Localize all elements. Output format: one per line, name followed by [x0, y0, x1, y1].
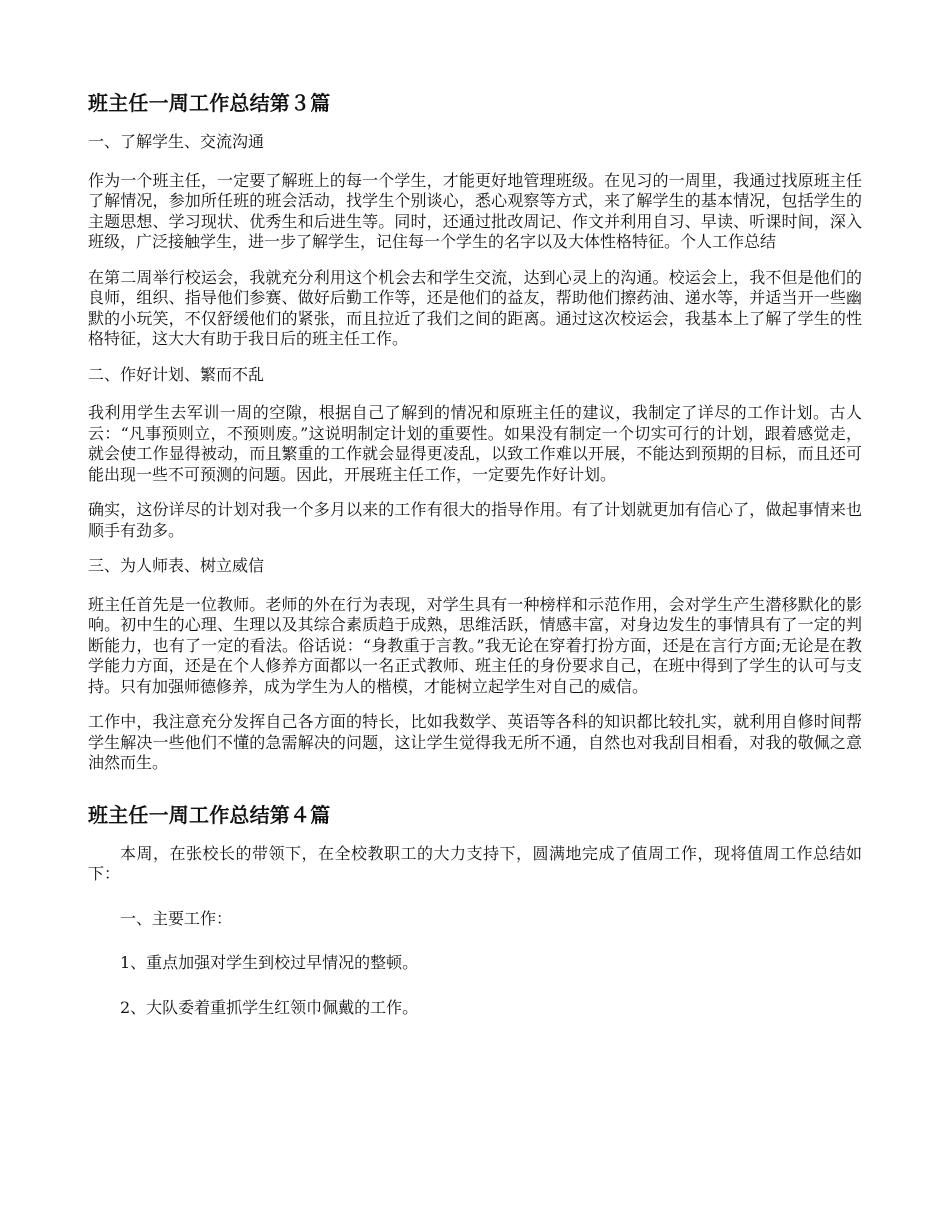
s3-heading-2: 二、作好计划、繁而不乱 [88, 364, 265, 384]
s3-paragraph-4: 确实，这份详尽的计划对我一个多月以来的工作有很大的指导作用。有了计划就更加有信心了，做起事情来也顺手有劲多。 [88, 500, 862, 540]
s4-paragraph-1: 本周，在张校长的带领下，在全校教职工的大力支持下，圆满地完成了值周工作，现将值周工作总结如下： [88, 843, 862, 883]
s3-paragraph-1: 作为一个班主任，一定要了解班上的每一个学生，才能更好地管理班级。在见习的一周里，我通过找原班主任了解情况，参加所任班的班会活动，找学生个别谈心，悉心观察等方式，来了解学生的基本情况，包括学生的主题思想、学习现状、优秀生和后进生等。同时，还通过批改周记、作文并利用自习、早读、听课时间，深入班级，广泛接触学生，进一步了解学生，记住每一个学生的名字以及大体性格特征。个人工作总结 [88, 170, 862, 251]
s4-item-1: 1、重点加强对学生到校过早情况的整顿。 [120, 953, 419, 972]
section-3-title: 班主任一周工作总结第３篇 [88, 91, 331, 115]
document-page [88, 88, 862, 1042]
s3-heading-3: 三、为人师表、树立威信 [88, 556, 265, 575]
s3-paragraph-5: 班主任首先是一位教师。老师的外在行为表现，对学生具有一种榜样和示范作用，会对学生产生潜移默化的影响。初中生的心理、生理以及其综合素质趋于成熟，思维活跃，情感丰富，对身边发生的事情具有了一定的判断能力，也有了一定的看法。俗话说：“身教重于言教。”我无论在穿着打扮方面，还是在言行方面;无论是在教学能力方面，还是在个人修养方面都以一名正式教师、班主任的身份要求自己，在班中得到了学生的认可与支持。只有加强师德修养，成为学生为人的楷模，才能树立起学生对自己的威信。 [88, 594, 862, 696]
s4-item-2: 2、大队委着重抓学生红领巾佩戴的工作。 [120, 997, 419, 1017]
s3-paragraph-3: 我利用学生去军训一周的空隙，根据自己了解到的情况和原班主任的建议，我制定了详尽的工作计划。古人云：“凡事预则立，不预则废。”这说明制定计划的重要性。如果没有制定一个切实可行的计划，跟着感觉走，就会使工作显得被动，而且繁重的工作就会显得更凌乱，以致工作难以开展，不能达到预期的目标，而且还可能出现一些不可预测的问题。因此，开展班主任工作，一定要先作好计划。 [88, 403, 862, 484]
section-4-title: 班主任一周工作总结第４篇 [88, 802, 331, 827]
s3-paragraph-6: 工作中，我注意充分发挥自己各方面的特长，比如我数学、英语等各科的知识都比较扎实，就利用自修时间帮学生解决一些他们不懂的急需解决的问题，这让学生觉得我无所不通，自然也对我刮目相看，对我的敬佩之意油然而生。 [88, 712, 862, 772]
s4-heading-1: 一、主要工作： [120, 908, 233, 928]
s3-paragraph-2: 在第二周举行校运会，我就充分利用这个机会去和学生交流，达到心灵上的沟通。校运会上，我不但是他们的良师，组织、指导他们参赛、做好后勤工作等，还是他们的益友，帮助他们擦药油、递水等，并适当开一些幽默的小玩笑，不仅舒缓他们的紧张，而且拉近了我们之间的距离。通过这次校运会，我基本上了解了学生的性格特征，这大大有助于我日后的班主任工作。 [88, 267, 862, 348]
s3-heading-1: 一、了解学生、交流沟通 [88, 132, 265, 151]
